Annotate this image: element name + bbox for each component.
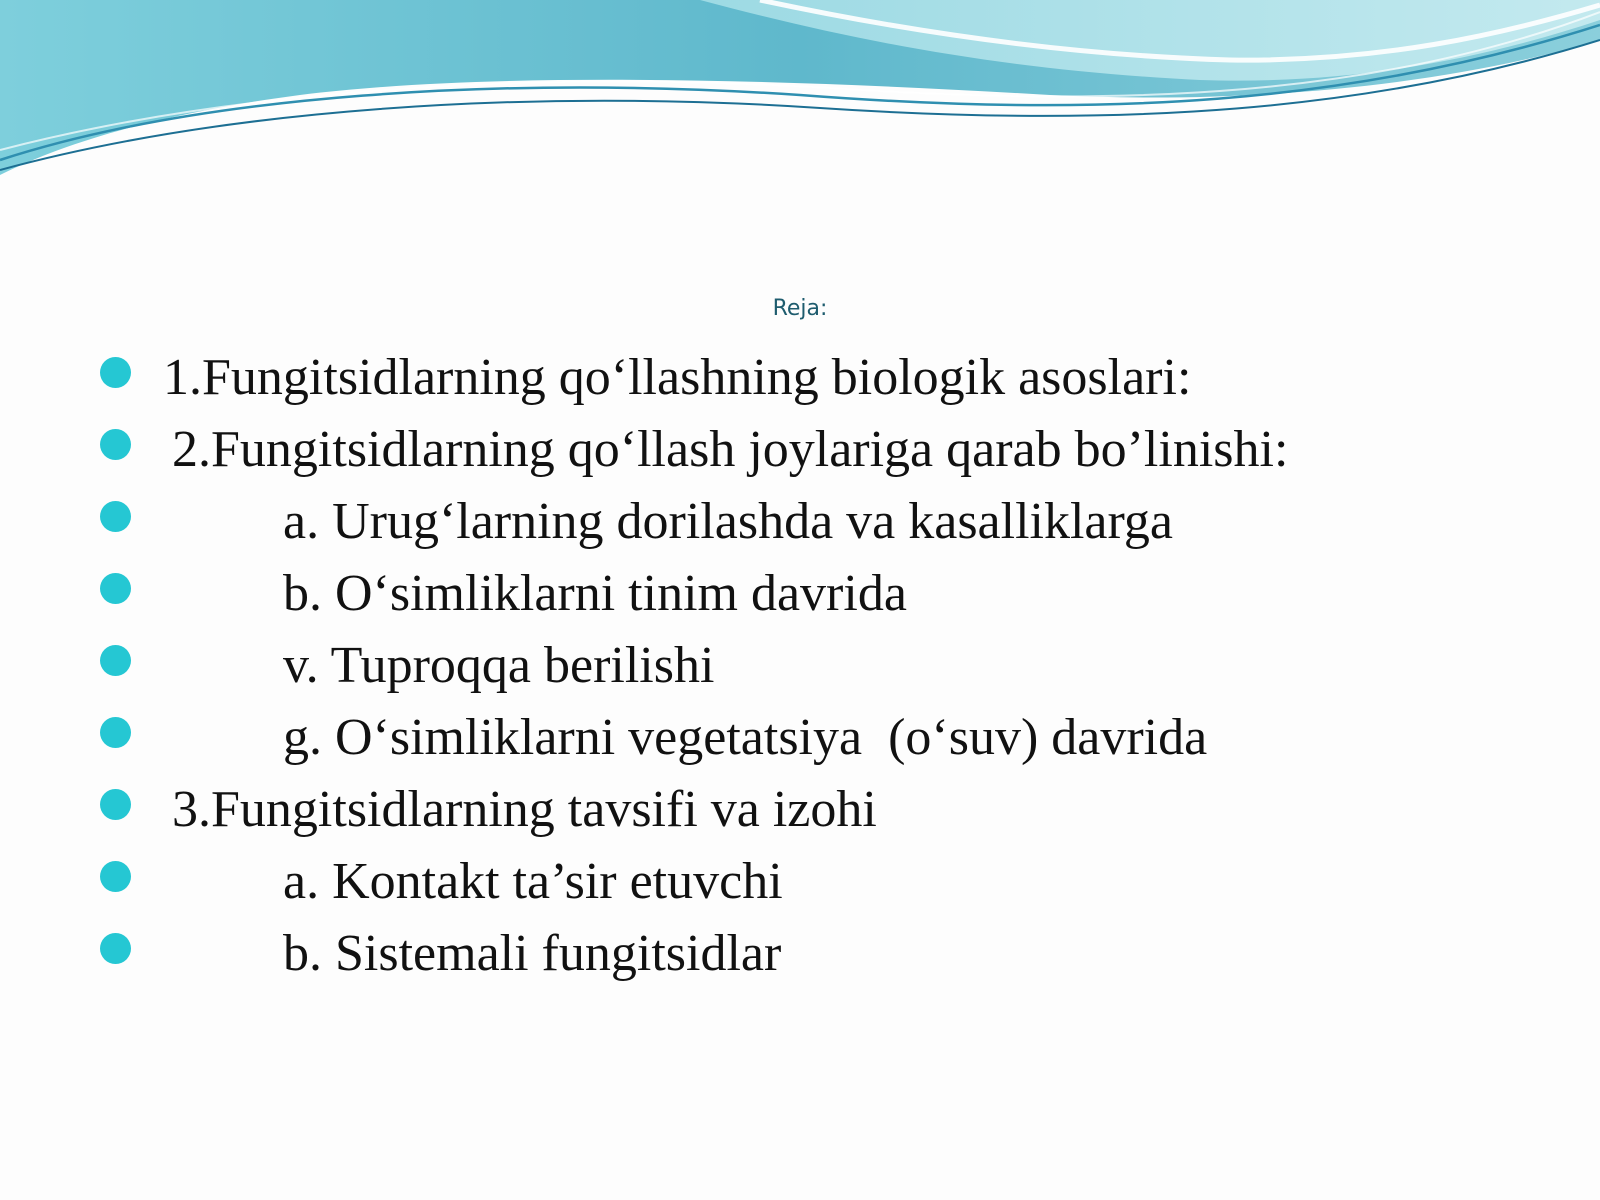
bullet-dot-icon bbox=[100, 861, 131, 892]
list-item bbox=[0, 849, 1600, 921]
list-item-text: 1.Fungitsidlarning qo‘llashning biologik asoslari: bbox=[163, 349, 1192, 406]
list-item-text: v. Tuproqqa berilishi bbox=[283, 637, 715, 694]
bullet-dot-icon bbox=[100, 717, 131, 748]
bullet-dot-icon bbox=[100, 429, 131, 460]
bullet-dot-icon bbox=[100, 573, 131, 604]
list-item bbox=[0, 345, 1600, 417]
slide-title: Reja: bbox=[772, 296, 828, 321]
list-item bbox=[0, 633, 1600, 705]
bullet-dot-icon bbox=[100, 501, 131, 532]
list-item-text: a. Urug‘larning dorilashda va kasalliklarga bbox=[283, 493, 1173, 550]
bullet-dot-icon bbox=[100, 933, 131, 964]
list-item-text: 2.Fungitsidlarning qo‘llash joylariga qarab bo’linishi: bbox=[172, 421, 1289, 478]
wave-header-decoration bbox=[0, 0, 1600, 200]
list-item bbox=[0, 489, 1600, 561]
list-item-text: g. O‘simliklarni vegetatsiya (o‘suv) davrida bbox=[283, 709, 1208, 766]
outline-bullet-list bbox=[0, 345, 1600, 993]
list-item bbox=[0, 777, 1600, 849]
list-item bbox=[0, 921, 1600, 993]
list-item bbox=[0, 417, 1600, 489]
list-item-text: 3.Fungitsidlarning tavsifi va izohi bbox=[172, 781, 877, 838]
list-item bbox=[0, 705, 1600, 777]
list-item-text: b. Sistemali fungitsidlar bbox=[283, 925, 782, 982]
list-item-text: b. O‘simliklarni tinim davrida bbox=[283, 565, 907, 622]
bullet-dot-icon bbox=[100, 789, 131, 820]
bullet-dot-icon bbox=[100, 357, 131, 388]
bullet-dot-icon bbox=[100, 645, 131, 676]
list-item-text: a. Kontakt ta’sir etuvchi bbox=[283, 853, 783, 910]
list-item bbox=[0, 561, 1600, 633]
